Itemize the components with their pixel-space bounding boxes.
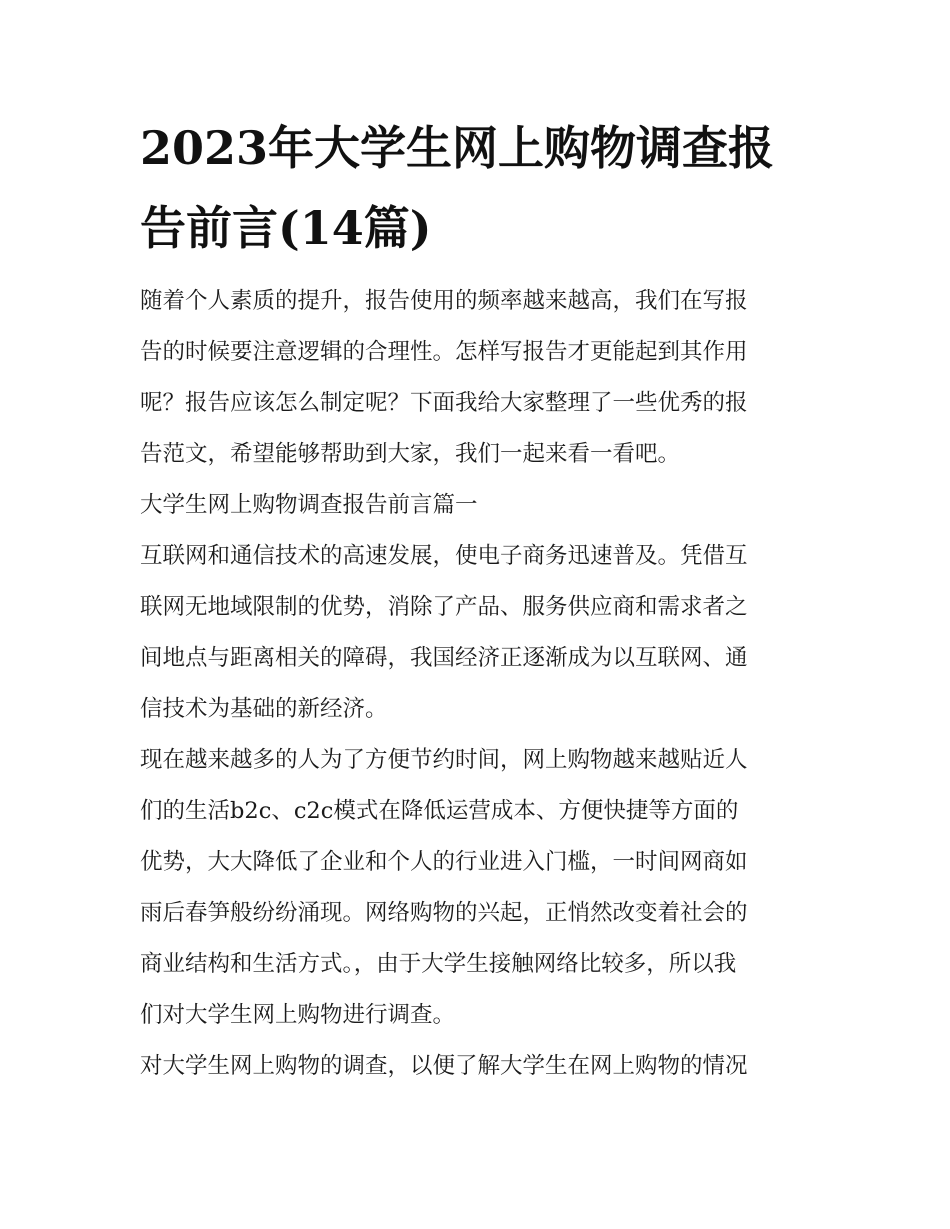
document-body — [140, 276, 820, 1092]
text-line: 现在越来越多的人为了方便节约时间，网上购物越来越贴近人 — [140, 747, 748, 773]
text-line: 联网无地域限制的优势，消除了产品、服务供应商和需求者之 — [140, 594, 748, 620]
section-heading — [140, 480, 820, 531]
body-paragraph — [140, 531, 820, 735]
intro-paragraph — [140, 276, 820, 480]
document-content — [140, 108, 820, 1092]
body-paragraph — [140, 1041, 820, 1092]
text-line: 优势，大大降低了企业和个人的行业进入门槛，一时间网商如 — [140, 849, 748, 875]
text-line: 们对大学生网上购物进行调查。 — [140, 1002, 456, 1028]
text-line: 信技术为基础的新经济。 — [140, 696, 388, 722]
title-line-2: 告前言(14篇) — [140, 201, 432, 255]
document-title — [140, 108, 820, 268]
text-line: 互联网和通信技术的高速发展，使电子商务迅速普及。凭借互 — [140, 543, 748, 569]
text-line: 大学生网上购物调查报告前言篇一 — [140, 492, 478, 518]
text-line: 告的时候要注意逻辑的合理性。怎样写报告才更能起到其作用 — [140, 339, 748, 365]
text-line: 对大学生网上购物的调查，以便了解大学生在网上购物的情况 — [140, 1053, 748, 1079]
text-line: 告范文，希望能够帮助到大家，我们一起来看一看吧。 — [140, 441, 681, 467]
text-line: 雨后春笋般纷纷涌现。网络购物的兴起，正悄然改变着社会的 — [140, 900, 748, 926]
text-line: 间地点与距离相关的障碍，我国经济正逐渐成为以互联网、通 — [140, 645, 748, 671]
text-line: 随着个人素质的提升，报告使用的频率越来越高，我们在写报 — [140, 288, 748, 314]
text-line: 们的生活b2c、c2c模式在降低运营成本、方便快捷等方面的 — [140, 798, 739, 824]
text-line: 呢？报告应该怎么制定呢？下面我给大家整理了一些优秀的报 — [140, 390, 748, 416]
text-line: 商业结构和生活方式。，由于大学生接触网络比较多，所以我 — [140, 951, 737, 977]
title-line-1: 2023年大学生网上购物调查报 — [140, 121, 775, 175]
body-paragraph — [140, 735, 820, 1041]
